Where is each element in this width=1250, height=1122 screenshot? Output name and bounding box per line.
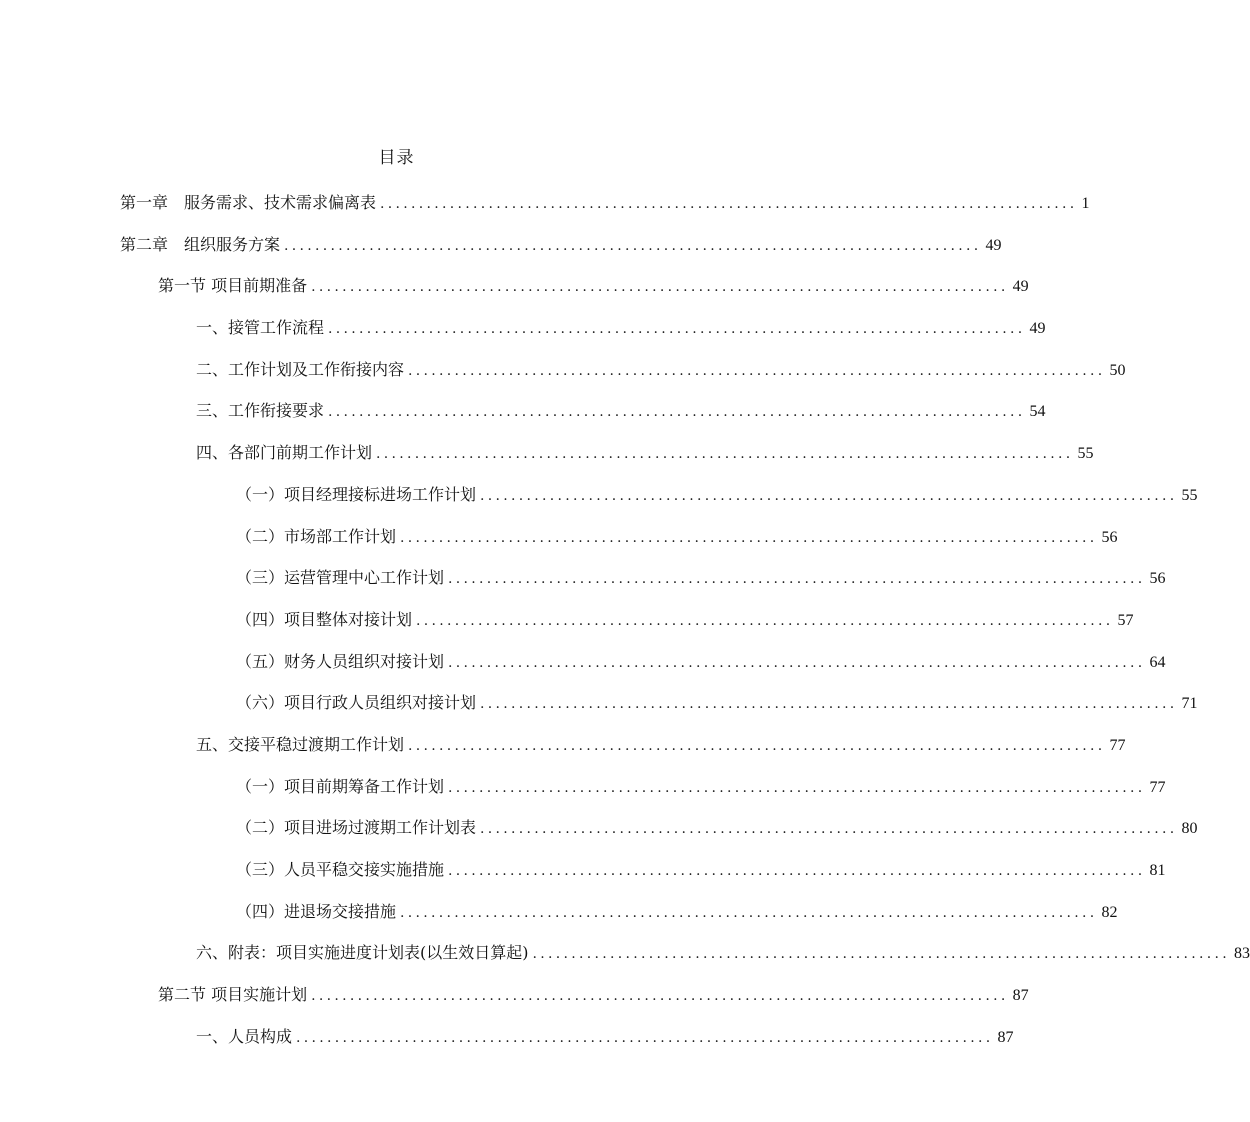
toc-leader-dots: .......................................................................................... bbox=[328, 404, 1026, 421]
toc-entry[interactable] bbox=[0, 766, 1166, 808]
toc-entry[interactable] bbox=[0, 599, 1134, 641]
toc-page-number: 87 bbox=[1012, 987, 1029, 1005]
toc-entry-label: （一）项目经理接标进场工作计划 bbox=[236, 484, 477, 504]
toc-entry[interactable] bbox=[0, 516, 1118, 558]
toc-leader-dots: .......................................................................................... bbox=[408, 737, 1106, 754]
toc-page-number: 77 bbox=[1109, 736, 1126, 754]
toc-entry-label: 第一节 项目前期准备 bbox=[158, 276, 308, 296]
toc-entry[interactable] bbox=[0, 557, 1166, 599]
toc-entry-label: （三）运营管理中心工作计划 bbox=[236, 568, 445, 588]
toc-entry-label: （五）财务人员组织对接计划 bbox=[236, 651, 445, 671]
toc-page-number: 49 bbox=[1029, 320, 1046, 338]
toc-page-number: 71 bbox=[1181, 695, 1198, 713]
toc-entry-label: 第一章 服务需求、技术需求偏离表 bbox=[120, 193, 377, 212]
toc-entry[interactable] bbox=[0, 641, 1166, 683]
toc-page-number: 56 bbox=[1101, 528, 1118, 546]
toc-leader-dots: .......................................................................................... bbox=[400, 904, 1098, 921]
toc-entry[interactable] bbox=[0, 474, 1198, 516]
toc-page-number: 55 bbox=[1181, 486, 1198, 504]
toc-entry[interactable] bbox=[0, 265, 1029, 307]
table-of-contents bbox=[0, 182, 1250, 1057]
toc-page-number: 56 bbox=[1149, 570, 1166, 588]
toc-page-number: 49 bbox=[985, 236, 1002, 254]
toc-entry-label: 第二章 组织服务方案 bbox=[120, 234, 281, 254]
toc-page-number: 54 bbox=[1029, 403, 1046, 421]
toc-entry[interactable] bbox=[0, 390, 1046, 432]
toc-leader-dots: .......................................................................................... bbox=[448, 571, 1146, 588]
toc-page-number: 55 bbox=[1077, 445, 1094, 463]
toc-leader-dots: .......................................................................................... bbox=[448, 779, 1146, 796]
toc-entry-label: （二）市场部工作计划 bbox=[236, 526, 397, 546]
toc-entry[interactable] bbox=[0, 224, 1002, 266]
toc-page-number: 64 bbox=[1149, 653, 1166, 671]
toc-leader-dots: .......................................................................................... bbox=[284, 237, 982, 254]
toc-page-number: 81 bbox=[1149, 862, 1166, 879]
toc-entry-label: 四、各部门前期工作计划 bbox=[196, 443, 373, 463]
toc-entry-label: （一）项目前期筹备工作计划 bbox=[236, 776, 445, 796]
toc-leader-dots: .......................................................................................... bbox=[480, 487, 1178, 504]
toc-entry-label: （六）项目行政人员组织对接计划 bbox=[236, 693, 477, 713]
toc-leader-dots: .......................................................................................... bbox=[480, 821, 1178, 838]
toc-entry-label: （四）项目整体对接计划 bbox=[236, 609, 413, 629]
toc-leader-dots: .......................................................................................... bbox=[296, 1029, 994, 1046]
toc-page-number: 50 bbox=[1109, 361, 1126, 379]
toc-leader-dots: .......................................................................................... bbox=[311, 988, 1009, 1005]
toc-entry-label: （四）进退场交接措施 bbox=[236, 901, 397, 921]
toc-leader-dots: .......................................................................................... bbox=[328, 321, 1026, 338]
toc-leader-dots: .......................................................................................... bbox=[408, 362, 1106, 379]
toc-title: 目录 bbox=[378, 148, 415, 168]
toc-page-number: 1 bbox=[1081, 195, 1090, 212]
toc-page-number: 49 bbox=[1012, 278, 1029, 296]
toc-entry-label: 一、人员构成 bbox=[196, 1026, 293, 1046]
toc-leader-dots: .......................................................................................... bbox=[311, 279, 1009, 296]
toc-entry[interactable] bbox=[0, 182, 1090, 224]
toc-page-number: 87 bbox=[997, 1028, 1014, 1046]
toc-entry[interactable] bbox=[0, 891, 1118, 933]
toc-page-number: 83 bbox=[1234, 945, 1250, 963]
toc-leader-dots: .......................................................................................... bbox=[400, 529, 1098, 546]
toc-entry-label: 五、交接平稳过渡期工作计划 bbox=[196, 734, 405, 754]
toc-entry-label: （三）人员平稳交接实施措施 bbox=[236, 860, 445, 879]
toc-leader-dots: .......................................................................................... bbox=[380, 196, 1078, 212]
toc-leader-dots: .......................................................................................... bbox=[376, 446, 1074, 463]
toc-entry-label: 六、附表：项目实施进度计划表(以生效日算起) bbox=[196, 943, 529, 963]
toc-leader-dots: .......................................................................................... bbox=[448, 863, 1146, 879]
toc-leader-dots: .......................................................................................... bbox=[448, 654, 1146, 671]
toc-page-number: 82 bbox=[1101, 903, 1118, 921]
toc-entry[interactable] bbox=[0, 932, 1250, 974]
toc-leader-dots: .......................................................................................... bbox=[532, 946, 1231, 963]
toc-entry[interactable] bbox=[0, 349, 1126, 391]
toc-entry[interactable] bbox=[0, 724, 1126, 766]
toc-entry[interactable] bbox=[0, 849, 1166, 891]
toc-entry-label: （二）项目进场过渡期工作计划表 bbox=[236, 818, 477, 838]
toc-page-number: 77 bbox=[1149, 778, 1166, 796]
toc-entry[interactable] bbox=[0, 682, 1198, 724]
toc-leader-dots: .......................................................................................... bbox=[480, 696, 1178, 713]
toc-entry-label: 二、工作计划及工作衔接内容 bbox=[196, 359, 405, 379]
toc-entry-label: 三、工作衔接要求 bbox=[196, 401, 325, 421]
toc-entry-label: 第二节 项目实施计划 bbox=[158, 985, 308, 1005]
toc-entry[interactable] bbox=[0, 432, 1094, 474]
toc-entry[interactable] bbox=[0, 1016, 1014, 1058]
toc-entry[interactable] bbox=[0, 974, 1029, 1016]
toc-entry[interactable] bbox=[0, 307, 1046, 349]
toc-entry[interactable] bbox=[0, 807, 1198, 849]
toc-page-number: 57 bbox=[1117, 611, 1134, 629]
toc-leader-dots: .......................................................................................... bbox=[416, 612, 1114, 629]
toc-page-number: 80 bbox=[1181, 820, 1198, 838]
toc-entry-label: 一、接管工作流程 bbox=[196, 318, 325, 338]
